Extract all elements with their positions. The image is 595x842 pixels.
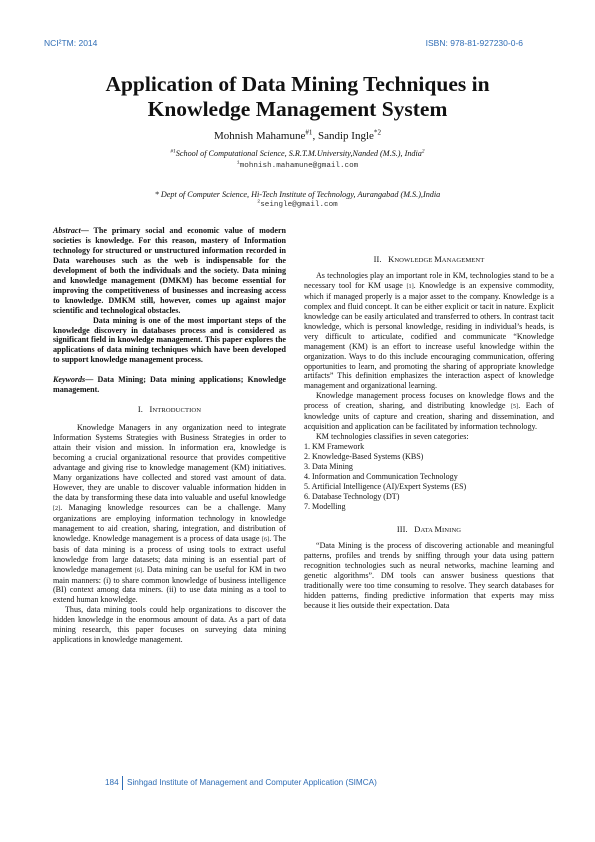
- section-3-title-b: INING: [441, 526, 462, 534]
- s2p2-text: Knowledge management process focuses on knowledge flows and the process of creation, sharing, and distributing knowledge: [304, 391, 554, 411]
- keywords-label: Keywords: [53, 375, 86, 385]
- section-2-title-b: ANAGEMENT: [441, 257, 485, 264]
- section-2-initial: K: [388, 255, 395, 264]
- author-1-mark: #1: [305, 128, 313, 137]
- list-item: 4. Information and Communication Technology: [304, 472, 458, 482]
- isbn-label: ISBN: 978-81-927230-0-6: [425, 38, 523, 48]
- section-2-initial-2: M: [434, 255, 442, 264]
- s1p1-text-b: . Managing knowledge resources can be a challenge. Many organizations are employing information technology in knowledge management to aid creation, sharing, integration, and distribution of knowledge. Knowledge management is a process of data usage: [53, 502, 286, 543]
- km-technologies-list: [304, 442, 554, 512]
- section-3-initial: D: [414, 524, 421, 534]
- title-line-1: Application of Data Mining Techniques in: [105, 72, 490, 96]
- title-line-2: Knowledge Management System: [147, 97, 448, 121]
- section-1-paragraph-1: [53, 423, 286, 605]
- author-separator: ,: [312, 130, 318, 142]
- s1p1-text: Knowledge Managers in any organization need to integrate Information Systems Strategies with Business Strategies in order to attain their vision and mission. In information era, knowledge is becoming a crucial organizational resource that provides competitive advantage and giving rise to knowledge management (KM) initiatives. Many organizations have collected and stored vast amount of data. However, they are unable to discover valuable information hidden in the data by transforming these data into valuable and useful knowledge: [53, 423, 286, 502]
- list-item: 5. Artificial Intelligence (AI)/Expert Systems (ES): [304, 481, 467, 491]
- citation: [1]: [406, 282, 414, 290]
- paper-title: [0, 72, 595, 122]
- abstract: [53, 226, 286, 316]
- citation: [6]: [261, 535, 270, 543]
- abstract-dash: —: [80, 226, 94, 235]
- keywords-text: Data Mining; Data mining applications; Knowledge management.: [53, 375, 286, 395]
- footer-divider: [122, 776, 123, 790]
- author-1: Mohnish Mahamune: [213, 130, 306, 142]
- section-1-initial: I: [149, 405, 153, 415]
- s1p1-text-d: . Data mining can be useful for KM in two main manners: (i) to share common knowledge of business intelligence (BI) context among data miners. (ii) to use data mining as a tool to extend human knowledge.: [53, 564, 286, 605]
- section-1-paragraph-2: Thus, data mining tools could help organizations to discover the hidden knowledge in the enormous amount of data. As a part of data mining research, this paper focuses on surveying data mining applications in knowledge management.: [53, 605, 286, 645]
- keywords-dash: —: [85, 375, 98, 385]
- conference-label: NCI²TM: 2014: [44, 38, 98, 48]
- s2p2-text-b: . Each of knowledge units of capture and creation, sharing and dissemination, and acquisition and application can be facilitated by information technology.: [304, 401, 554, 432]
- section-1-number: I.: [137, 405, 143, 415]
- abstract-label: Abstract: [53, 226, 81, 235]
- section-1-heading: [53, 405, 286, 416]
- citation: [6]: [134, 566, 143, 574]
- section-3-heading: [304, 525, 554, 536]
- list-item: 1. KM Framework: [304, 442, 365, 452]
- section-3-title-a: ATA: [420, 526, 435, 534]
- abstract-paragraph-2: Data mining is one of the most important steps of the knowledge discovery in databases process and is considered as significant field in knowledge management. This paper explores the applications of data mining techniques which have been developed to support knowledge management process.: [53, 315, 286, 365]
- email-2: [0, 201, 595, 209]
- section-2-paragraph-2: [304, 391, 554, 432]
- section-2-paragraph-3: KM technologies classifies in seven categories:: [316, 432, 469, 442]
- affiliation-1-text: School of Computational Science, S.R.T.M.University,Nanded (M.S.), India: [175, 149, 422, 158]
- list-item: 2. Knowledge-Based Systems (KBS): [304, 452, 424, 462]
- author-line: [0, 130, 595, 142]
- author-2: Sandip Ingle: [317, 130, 374, 142]
- footer-institution: Sinhgad Institute of Management and Computer Application (SIMCA): [127, 778, 377, 787]
- author-2-mark: *2: [373, 128, 382, 137]
- section-1-title: NTRODUCTION: [152, 407, 202, 415]
- section-2-number: II.: [373, 255, 382, 264]
- section-2-heading: [304, 255, 554, 266]
- right-column: [304, 255, 554, 610]
- section-2-title-a: NOWLEDGE: [394, 257, 435, 264]
- email-1-mark: 1: [236, 160, 240, 166]
- s2p1-text-b: . Knowledge is an expensive commodity, which if managed properly is a major asset to the company. Knowledge is a complex and fluid concept. It can be either explicit or tacit in nature. Explicit knowledge can be easily articulated and transferred to others. In contrast tacit knowledge, which is personal knowledge, residing in individual’s heads, is very difficult to articulate, codified and communicate “Knowledge management (KM) is an effort to increase useful knowledge within the organization. Ways to do this include encouraging communication, offering opportunities to learn, and promoting the sharing of appropriate knowledge artifacts” This definition emphasizes the interaction aspect of knowledge management and organizational learning.: [304, 280, 555, 391]
- email-1: [0, 162, 595, 170]
- abstract-text: The primary social and economic value of modern societies is knowledge. For this reason, mastery of Information technology for structured or unstructured information recorded in Data warehouses such as the web is indispensable for the development of both the individuals and the society. Data mining and knowledge management (DMKM) has become essential for improving the competitiveness of businesses and increasing access to knowledge. DMKM still, however, comes up against major scientific and technological obstacles.: [53, 226, 286, 315]
- email-1-address: mohnish.mahamune@gmail.com: [239, 162, 359, 170]
- section-3-initial-2: M: [434, 524, 442, 534]
- section-2-paragraph-1: [304, 271, 554, 391]
- list-item: 3. Data Mining: [304, 462, 353, 472]
- section-3-number: III.: [396, 524, 408, 534]
- affiliation-2: * Dept of Computer Science, Hi-Tech Institute of Technology, Aurangabad (M.S.),India: [154, 190, 441, 199]
- citation: [2]: [53, 504, 61, 512]
- s1p1-text-c: . The basis of data mining is a process of using tools to extract useful knowledge from large datasets; data mining is an essential part of knowledge management: [53, 533, 287, 574]
- left-column: [53, 226, 286, 645]
- list-item: 6. Database Technology (DT): [304, 491, 400, 501]
- keywords: [53, 375, 286, 395]
- s2p1-text: As technologies play an important role in KM, technologies stand to be a necessary tool for KM usage: [304, 270, 554, 290]
- affiliation-1-end-mark: 2: [421, 148, 425, 155]
- list-item: 7. Modelling: [304, 501, 346, 511]
- affiliation-1: [0, 149, 595, 158]
- email-2-mark: 2: [257, 199, 261, 205]
- section-3-paragraph-1: “Data Mining is the process of discovering actionable and meaningful patterns, profiles and trends by sniffing through your data using pattern recognition technologies such as neural networks, machine learning and genetic algorithms”. DM tools can answer business questions that traditionally were too time consuming to resolve. They search databases for hidden patterns, finding predictive information that experts may miss because it lies outside their expectation. Data: [304, 540, 554, 610]
- email-2-address: seingle@gmail.com: [260, 201, 338, 209]
- page-number: 184: [105, 778, 119, 787]
- affiliation-1-mark: #1: [170, 148, 176, 155]
- citation: [5]: [510, 403, 519, 411]
